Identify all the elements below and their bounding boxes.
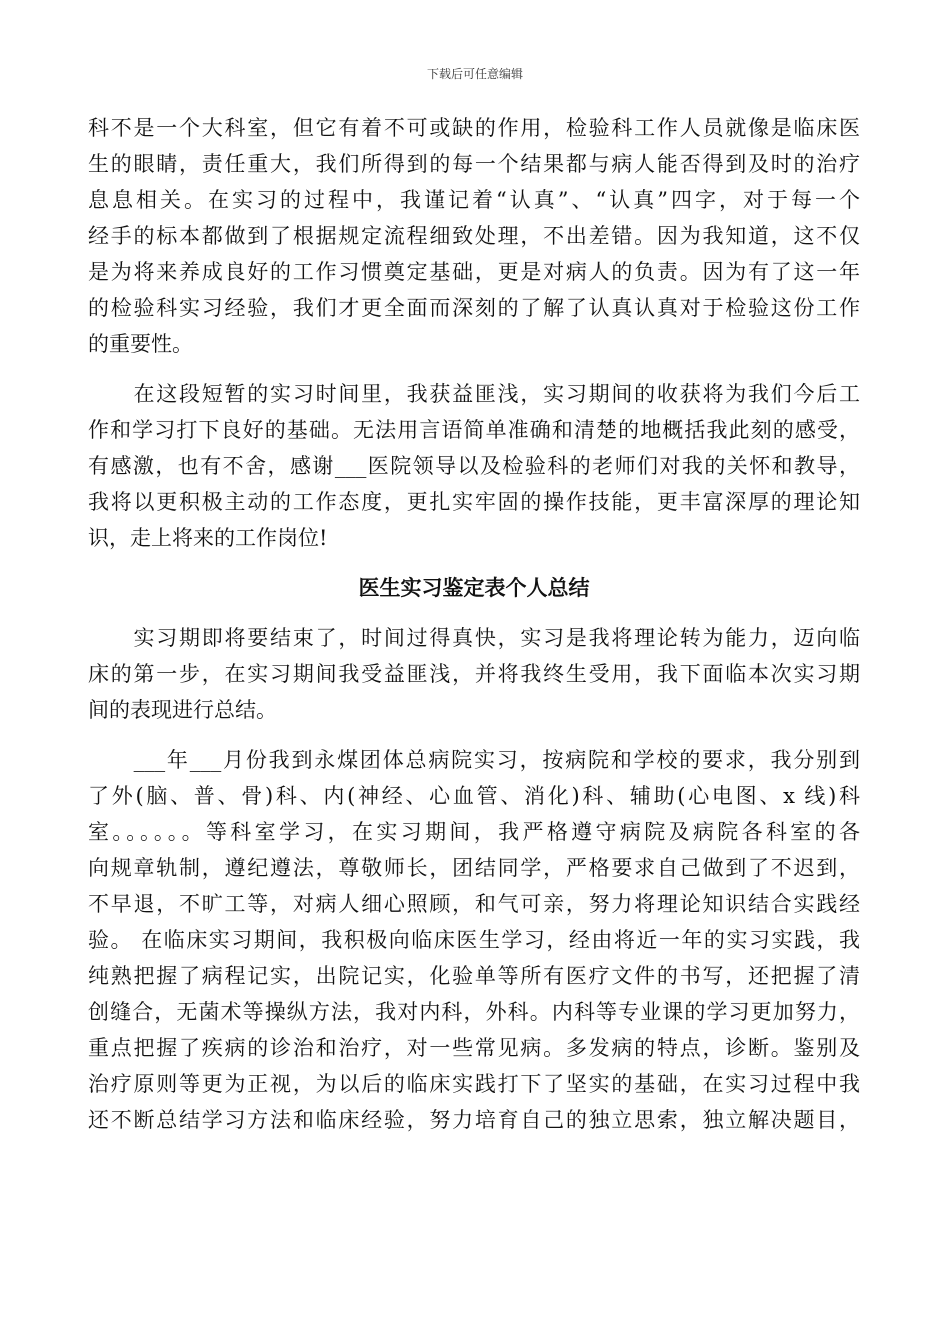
text-line: 床的第一步，在实习期间我受益匪浅，并将我终生受用，我下面临本次实习期	[88, 662, 860, 686]
paragraph-4	[88, 742, 860, 1138]
paragraph-2	[88, 376, 860, 556]
text-line: 室。。。。。。等科室学习，在实习期间，我严格遵守病院及病院各科室的各	[88, 820, 860, 844]
document-body	[88, 110, 860, 1138]
text-line: 创缝合，无菌术等操纵方法，我对内科，外科。内科等专业课的学习更加努力，	[88, 1000, 860, 1024]
paragraph-3	[88, 620, 860, 728]
page-header: 下载后可任意编辑	[426, 67, 523, 81]
text-line: 向规章轨制，遵纪遵法，尊敬师长，团结同学，严格要求自己做到了不迟到，	[88, 856, 860, 880]
text-line: 间的表现进行总结。	[88, 698, 277, 722]
text-line: 验。 在临床实习期间，我积极向临床医生学习，经由将近一年的实习实践，我	[88, 928, 860, 952]
text-line: 了外(脑、普、骨)科、内(神经、心血管、消化)科、辅助(心电图、x 线)科	[88, 784, 860, 808]
text-line: 治疗原则等更为正视，为以后的临床实践打下了坚实的基础，在实习过程中我	[88, 1072, 860, 1096]
text-line: 有感激，也有不舍，感谢___医院领导以及检验科的老师们对我的关怀和教导，	[88, 454, 860, 478]
paragraph-1	[88, 110, 860, 362]
section-title: 医生实习鉴定表个人总结	[358, 576, 590, 600]
text-line: 是为将来养成良好的工作习惯奠定基础，更是对病人的负责。因为有了这一年	[88, 260, 860, 284]
text-line: 实习期即将要结束了，时间过得真快，实习是我将理论转为能力，迈向临	[88, 626, 860, 650]
text-line: 作和学习打下良好的基础。无法用言语简单准确和清楚的地概括我此刻的感受，	[88, 418, 860, 442]
text-line: 重点把握了疾病的诊治和治疗，对一些常见病。多发病的特点，诊断。鉴别及	[88, 1036, 860, 1060]
text-line: 不早退，不旷工等，对病人细心照顾，和气可亲，努力将理论知识结合实践经	[88, 892, 860, 916]
text-line: 经手的标本都做到了根据规定流程细致处理，不出差错。因为我知道，这不仅	[88, 224, 860, 248]
text-line: 的检验科实习经验，我们才更全面而深刻的了解了认真认真对于检验这份工作	[88, 296, 860, 320]
text-line: 在这段短暂的实习时间里，我获益匪浅，实习期间的收获将为我们今后工	[88, 382, 860, 406]
text-line: 识，走上将来的工作岗位!	[88, 526, 328, 550]
text-line: 的重要性。	[88, 332, 193, 356]
text-line: 科不是一个大科室，但它有着不可或缺的作用，检验科工作人员就像是临床医	[88, 116, 860, 140]
text-line: 息息相关。在实习的过程中，我谨记着“认真”、“认真”四字，对于每一个	[88, 188, 860, 212]
text-line: 还不断总结学习方法和临床经验，努力培育自己的独立思索，独立解决题目，	[88, 1108, 860, 1132]
text-line: 我将以更积极主动的工作态度，更扎实牢固的操作技能，更丰富深厚的理论知	[88, 490, 860, 514]
text-line: 纯熟把握了病程记实，出院记实，化验单等所有医疗文件的书写，还把握了清	[88, 964, 860, 988]
text-line: ___年___月份我到永煤团体总病院实习，按病院和学校的要求，我分别到	[88, 748, 860, 772]
text-line: 生的眼睛，责任重大，我们所得到的每一个结果都与病人能否得到及时的治疗	[88, 152, 860, 176]
